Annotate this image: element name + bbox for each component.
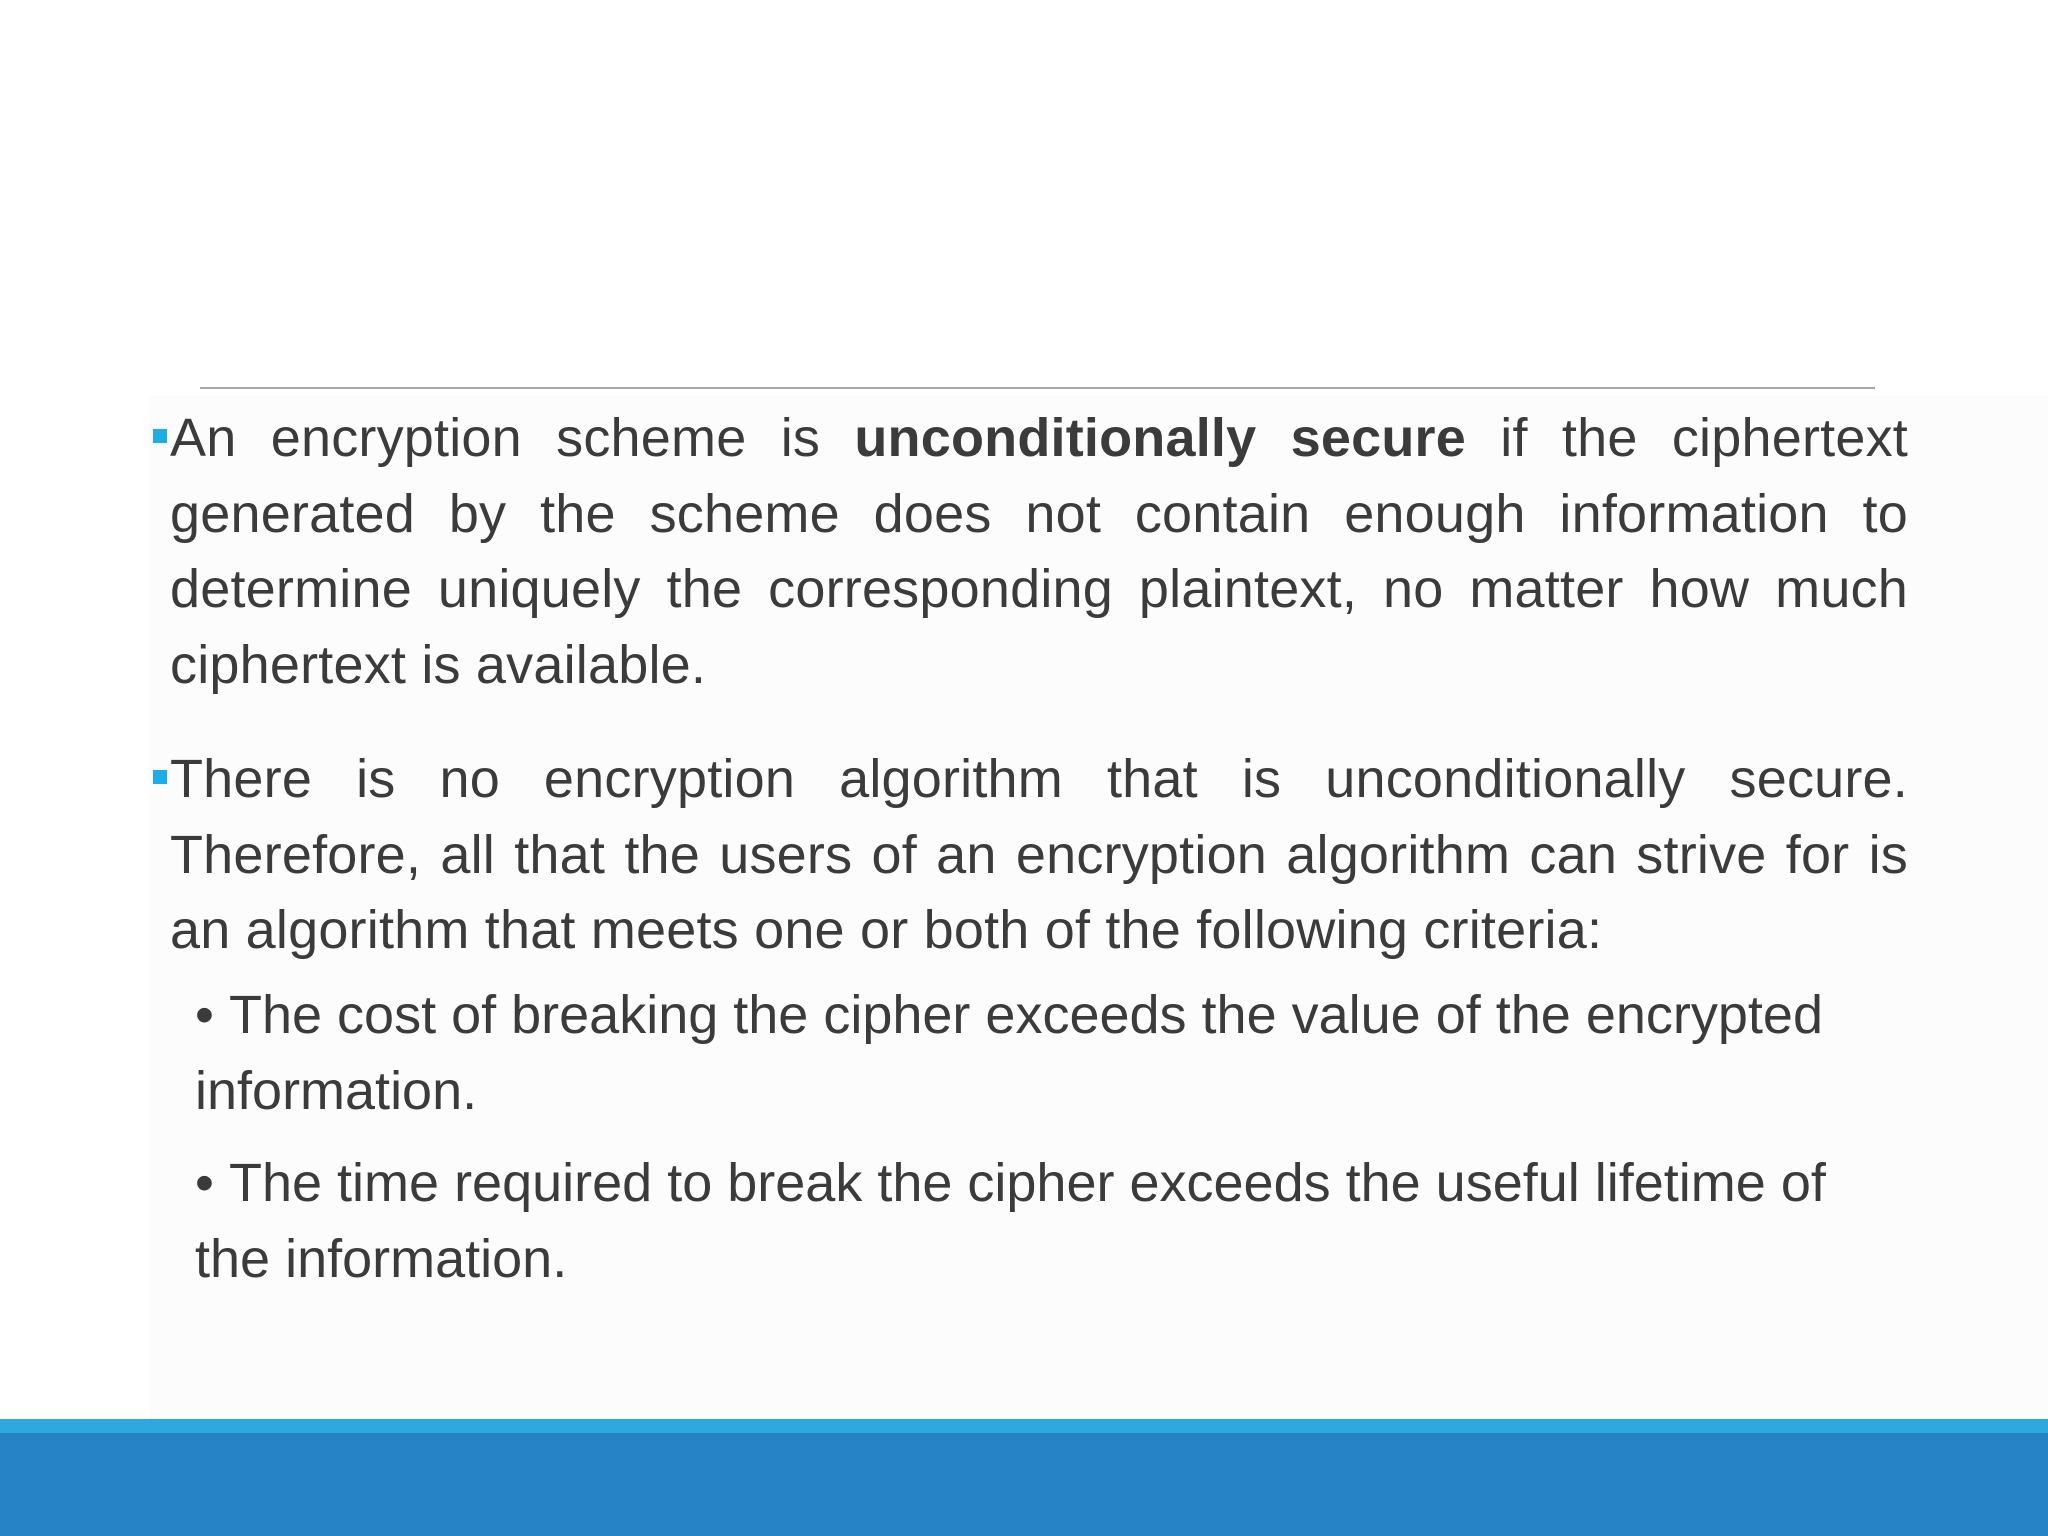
term-unconditionally-secure: unconditionally secure xyxy=(854,408,1466,468)
paragraph-unconditional-security xyxy=(170,401,1908,703)
criterion-cost xyxy=(195,978,1895,1129)
criterion-text: The cost of breaking the cipher exceeds the value of the encrypted information. xyxy=(195,985,1823,1121)
footer-accent-line xyxy=(0,1419,2048,1433)
criterion-text: The time required to break the cipher exceeds the useful lifetime of the information. xyxy=(195,1153,1826,1289)
square-bullet-icon xyxy=(153,770,167,784)
paragraph-text: There is no encryption algorithm that is unconditionally secure. Therefore, all that the users of an encryption algorithm can strive for is an algorithm that meets one or both of the following criteria: xyxy=(170,749,1908,960)
square-bullet-icon xyxy=(153,429,167,443)
criterion-time xyxy=(195,1146,1895,1297)
paragraph-text-end: if the ciphertext generated by the scheme does not contain enough information to determine uniquely the corresponding plaintext, no matter how much ciphertext is available. xyxy=(170,408,1908,695)
footer-band xyxy=(0,1433,2048,1536)
round-bullet-icon: • xyxy=(195,1153,214,1213)
paragraph-no-unconditional-algorithm xyxy=(170,742,1908,969)
round-bullet-icon: • xyxy=(195,985,214,1045)
paragraph-text-start: An encryption scheme is xyxy=(170,408,855,468)
